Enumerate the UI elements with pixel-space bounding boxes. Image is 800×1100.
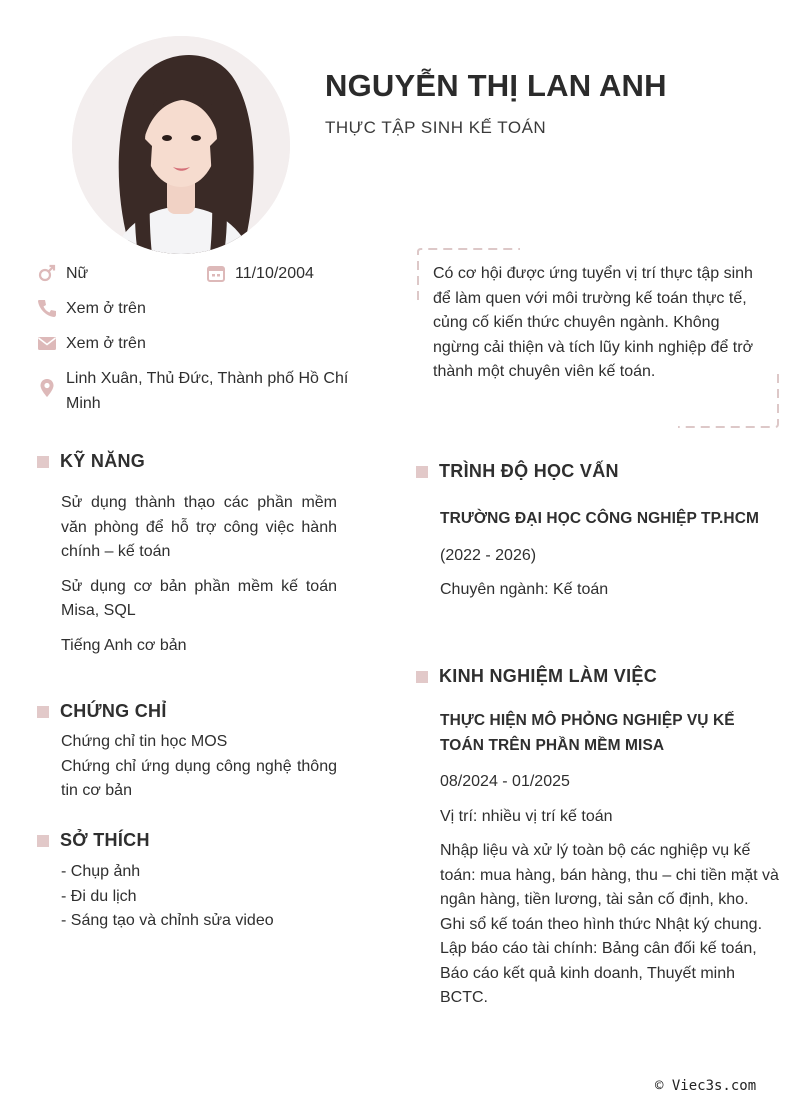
certificate-item: Chứng chỉ ứng dụng công nghệ thông tin cơ bản bbox=[61, 757, 337, 799]
location-pin-icon bbox=[37, 378, 57, 398]
experience-heading: KINH NGHIỆM LÀM VIỆC bbox=[416, 666, 657, 687]
certificate-item: Chứng chỉ tin học MOS bbox=[61, 733, 228, 750]
career-objective bbox=[416, 248, 780, 428]
school-name: TRƯỜNG ĐẠI HỌC CÔNG NGHIỆP TP.HCM bbox=[440, 510, 760, 527]
hobby-item: - Đi du lịch bbox=[61, 887, 137, 905]
skill-item: Sử dụng thành thạo các phần mềm văn phòng để hỗ trợ công việc hành chính – kế toán bbox=[61, 494, 337, 560]
job-title: THỰC TẬP SINH KẾ TOÁN bbox=[325, 118, 547, 137]
hobbies-heading: SỞ THÍCH bbox=[37, 830, 150, 851]
experience-details bbox=[440, 708, 780, 1011]
hobbies-list bbox=[61, 860, 361, 934]
birthday-row bbox=[206, 261, 314, 286]
footer-watermark: © Viec3s.com bbox=[655, 1078, 757, 1094]
experience-duty: Lập báo cáo tài chính: Bảng cân đối kế toán, Báo cáo kết quả kinh doanh, Thuyết minh BCTC. bbox=[440, 940, 757, 1006]
skill-item: Tiếng Anh cơ bản bbox=[61, 636, 187, 654]
phone-row bbox=[37, 296, 146, 321]
skills-heading: KỸ NĂNG bbox=[37, 451, 145, 472]
gender-value: Nữ bbox=[66, 265, 89, 282]
skill-item: Sử dụng cơ bản phần mềm kế toán Misa, SQL bbox=[61, 577, 337, 619]
profile-photo bbox=[72, 36, 290, 254]
skills-list bbox=[61, 491, 337, 658]
gender-row bbox=[37, 261, 88, 286]
hobby-item: - Chụp ảnh bbox=[61, 863, 141, 880]
mail-icon bbox=[37, 333, 57, 353]
certificates-heading: CHỨNG CHỈ bbox=[37, 701, 167, 722]
section-marker bbox=[37, 706, 49, 718]
education-details bbox=[440, 507, 780, 603]
birthday-value: 11/10/2004 bbox=[235, 265, 314, 282]
objective-text: Có cơ hội được ứng tuyển vị trí thực tập sinh để làm quen với môi trường kế toán thực tế, củng cố kiến thức chuyên ngành. Không ngừng cải thiện và tích lũy kinh nghiệp để trở thành một chuyên viên kế toán. bbox=[433, 265, 754, 380]
email-value: Xem ở trên bbox=[66, 335, 146, 352]
experience-duty: Nhập liệu và xử lý toàn bộ các nghiệp vụ kế toán: mua hàng, bán hàng, thu – chi tiền mặt và ngân hàng, tiền lương, tài sản cố định, kho. bbox=[440, 842, 779, 908]
email-row bbox=[37, 331, 146, 356]
education-heading: TRÌNH ĐỘ HỌC VẤN bbox=[416, 461, 619, 482]
section-marker bbox=[416, 466, 428, 478]
experience-position: Vị trí: nhiều vị trí kế toán bbox=[440, 807, 613, 825]
experience-duty: Ghi sổ kế toán theo hình thức Nhật ký chung. bbox=[440, 915, 763, 933]
candidate-name: NGUYỄN THỊ LAN ANH bbox=[325, 68, 667, 103]
gender-icon bbox=[37, 263, 57, 283]
section-marker bbox=[416, 671, 428, 683]
certificates-list bbox=[61, 730, 337, 804]
section-marker bbox=[37, 456, 49, 468]
education-major: Chuyên ngành: Kế toán bbox=[440, 581, 609, 598]
phone-value: Xem ở trên bbox=[66, 300, 146, 317]
calendar-icon bbox=[206, 263, 226, 283]
address-row bbox=[37, 366, 367, 416]
hobby-item: - Sáng tạo và chỉnh sửa video bbox=[61, 912, 274, 929]
address-value: Linh Xuân, Thủ Đức, Thành phố Hồ Chí Minh bbox=[66, 370, 349, 412]
experience-period: 08/2024 - 01/2025 bbox=[440, 773, 570, 790]
section-marker bbox=[37, 835, 49, 847]
experience-title: THỰC HIỆN MÔ PHỎNG NGHIỆP VỤ KẾ TOÁN TRÊN PHẦN MỀM MISA bbox=[440, 712, 735, 754]
education-period: (2022 - 2026) bbox=[440, 546, 537, 564]
phone-icon bbox=[37, 298, 57, 318]
